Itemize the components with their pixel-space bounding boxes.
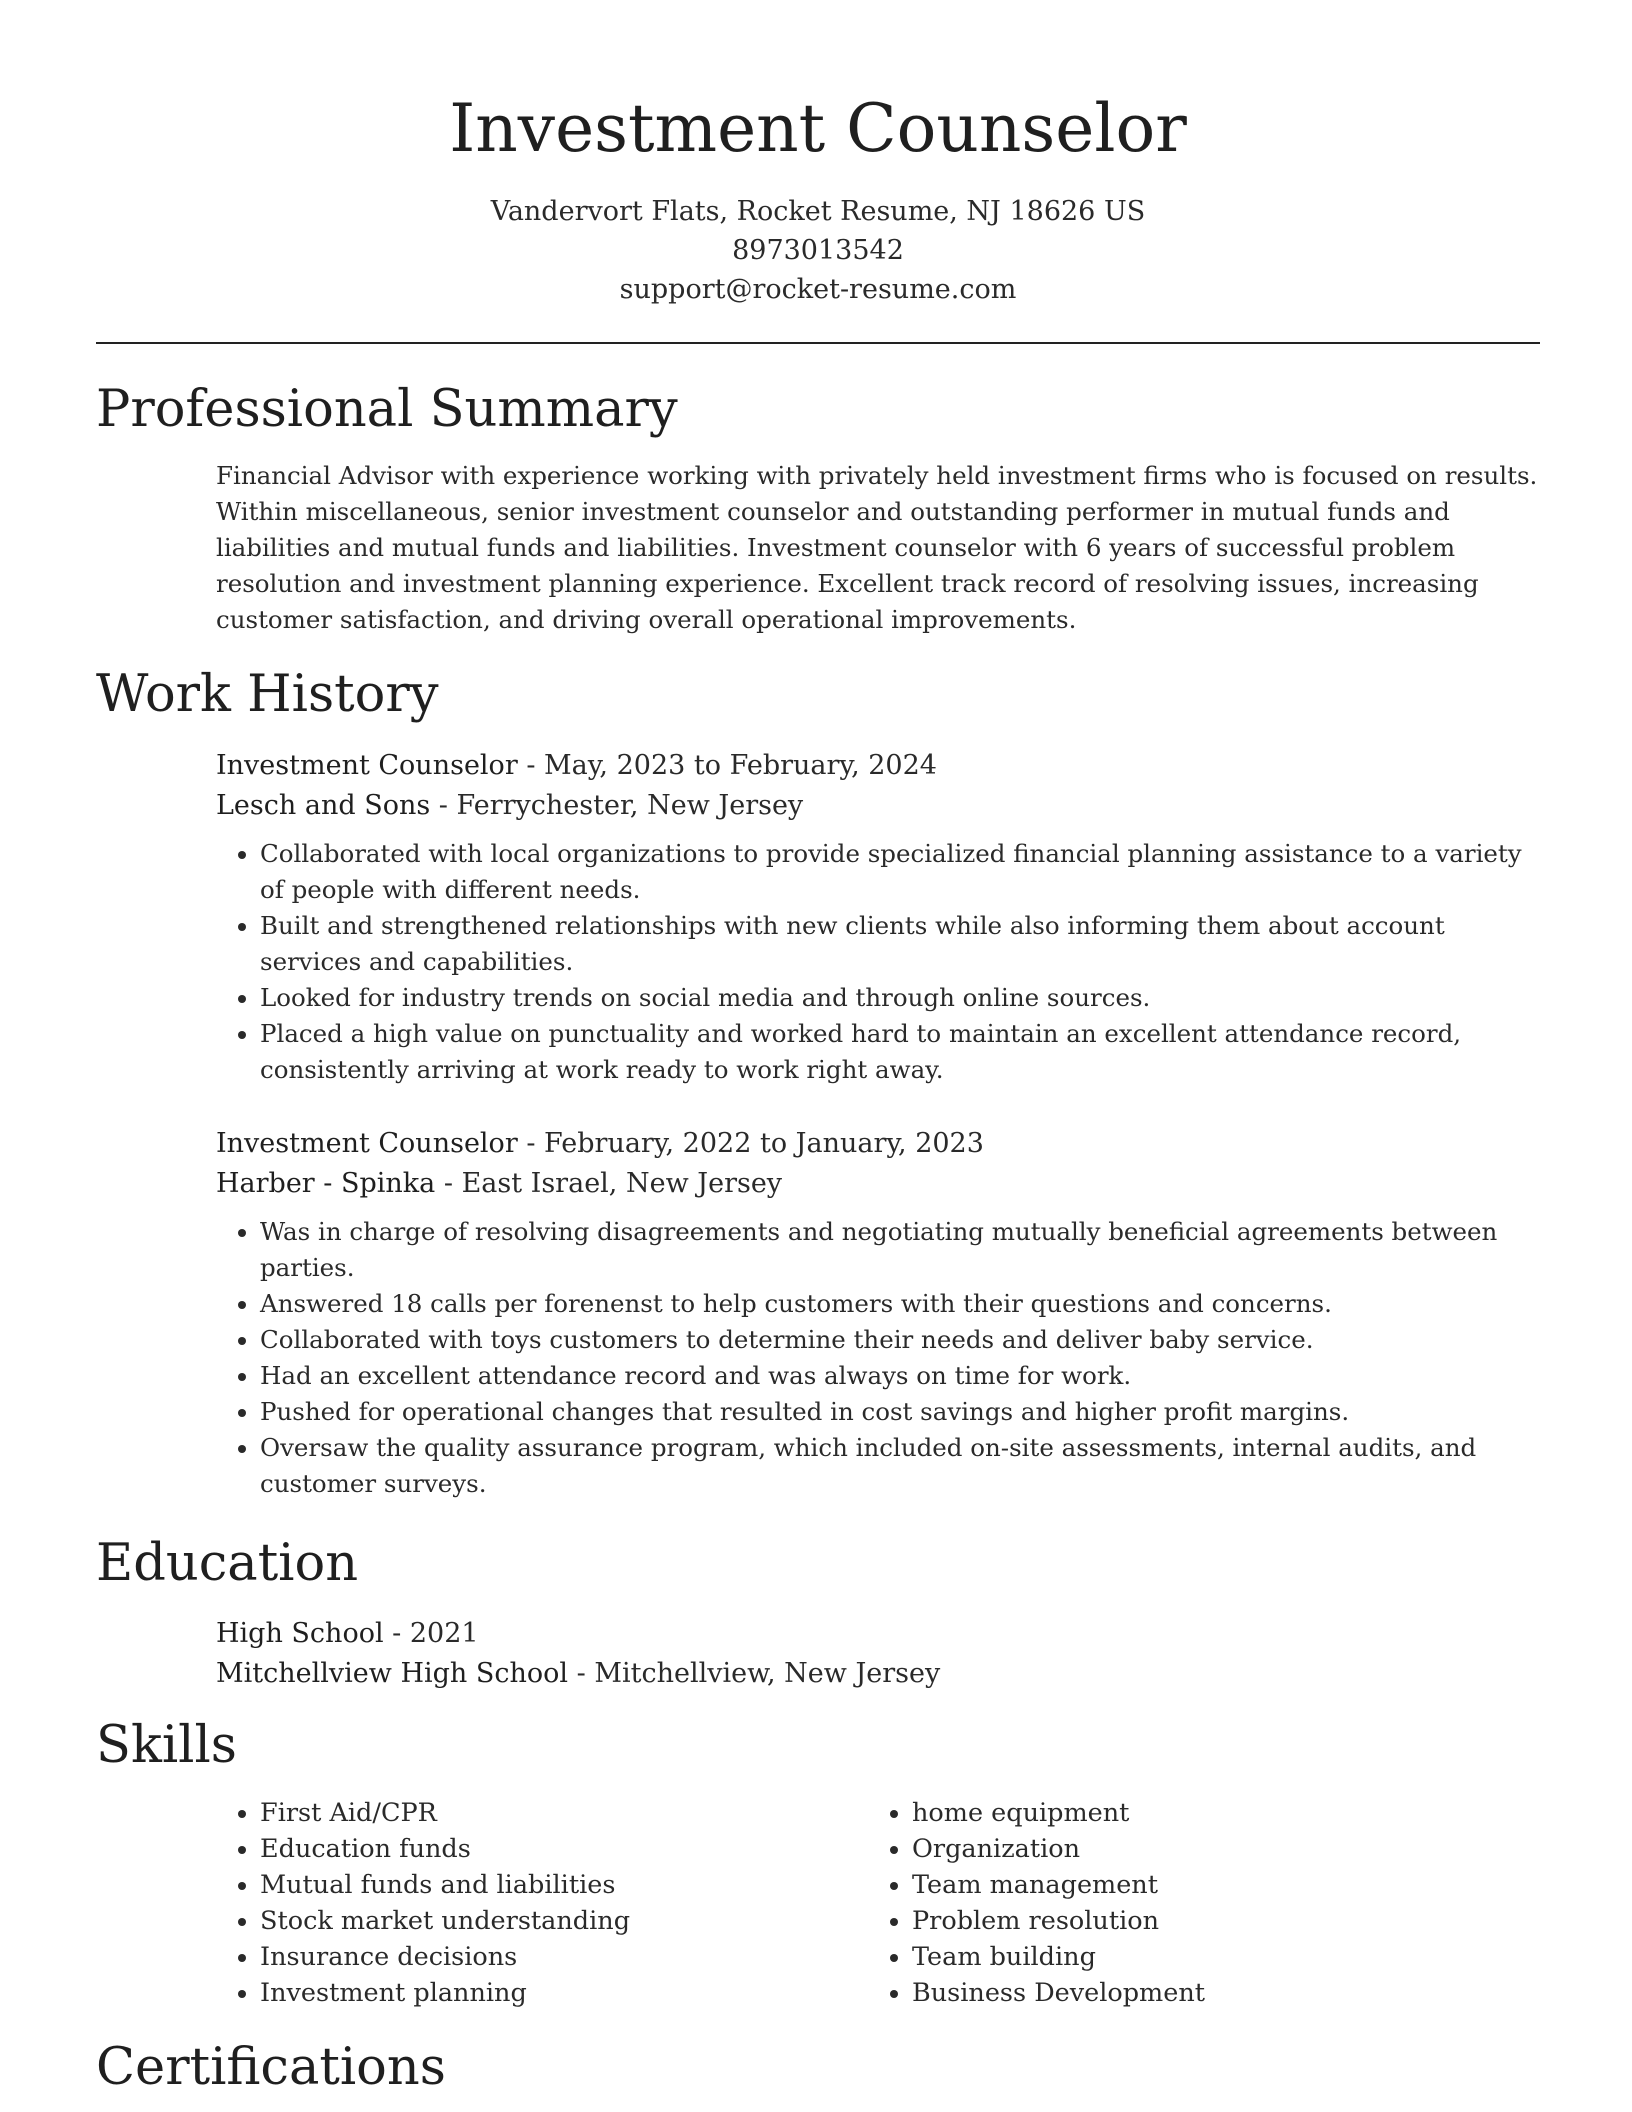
skill-item: • Insurance decisions bbox=[260, 1939, 868, 1975]
job-entry bbox=[216, 746, 1540, 1088]
job-company: Harber - Spinka bbox=[216, 1168, 436, 1199]
candidate-name: Investment Counselor bbox=[449, 90, 1187, 167]
skill-item: • Mutual funds and liabilities bbox=[260, 1867, 868, 1903]
job-bullet: • Was in charge of resolving disagreements and negotiating mutually beneficial agreements between parties. bbox=[260, 1214, 1540, 1286]
section-title-work-history: Work History bbox=[96, 665, 439, 724]
contact-phone: 8973013542 bbox=[732, 235, 904, 266]
contact-address: Vandervort Flats, Rocket Resume, NJ 18626 US bbox=[490, 196, 1146, 227]
job-bullet: • Collaborated with toys customers to determine their needs and deliver baby service. bbox=[260, 1322, 1540, 1358]
skill-item: • Investment planning bbox=[260, 1975, 868, 2011]
job-title-line bbox=[216, 1124, 1540, 1164]
skills-columns bbox=[216, 1795, 1540, 2011]
education-school-line bbox=[216, 1654, 1540, 1694]
job-bullet: • Pushed for operational changes that resulted in cost savings and higher profit margins. bbox=[260, 1394, 1540, 1430]
skill-item: • Team management bbox=[912, 1867, 1520, 1903]
education-degree-line bbox=[216, 1614, 1540, 1654]
skills-list-right bbox=[868, 1795, 1520, 2011]
education-school: Mitchellview High School bbox=[216, 1658, 569, 1689]
skill-item: • Business Development bbox=[912, 1975, 1520, 2011]
job-bullet: • Built and strengthened relationships with new clients while also informing them about account services and capabilities. bbox=[260, 908, 1540, 980]
job-title: Investment Counselor bbox=[216, 750, 518, 781]
education-location: - Mitchellview, New Jersey bbox=[568, 1658, 941, 1689]
job-dates: - May, 2023 to February, 2024 bbox=[517, 750, 937, 781]
job-location: - East Israel, New Jersey bbox=[435, 1168, 783, 1199]
contact-block bbox=[96, 192, 1540, 309]
job-title-line bbox=[216, 746, 1540, 786]
skill-item: • Problem resolution bbox=[912, 1903, 1520, 1939]
education-entry bbox=[216, 1614, 1540, 1694]
job-bullets bbox=[216, 836, 1540, 1088]
job-bullet: • Had an excellent attendance record and was always on time for work. bbox=[260, 1358, 1540, 1394]
skills-list-left bbox=[216, 1795, 868, 2011]
skill-item: • home equipment bbox=[912, 1795, 1520, 1831]
skill-item: • Organization bbox=[912, 1831, 1520, 1867]
section-title-skills: Skills bbox=[96, 1716, 237, 1775]
job-bullet: • Looked for industry trends on social media and through online sources. bbox=[260, 980, 1540, 1016]
section-title-summary: Professional Summary bbox=[96, 380, 678, 439]
resume-page bbox=[96, 0, 1540, 2112]
header-divider bbox=[96, 342, 1540, 344]
section-title-education: Education bbox=[96, 1534, 359, 1593]
section-title-certifications: Certifications bbox=[96, 2038, 446, 2097]
summary-block bbox=[216, 458, 1540, 638]
job-bullet: • Placed a high value on punctuality and worked hard to maintain an excellent attendance record, consistently arriving at work ready to work right away. bbox=[260, 1016, 1540, 1088]
job-dates: - February, 2022 to January, 2023 bbox=[517, 1128, 984, 1159]
job-bullet: • Answered 18 calls per forenenst to help customers with their questions and concerns. bbox=[260, 1286, 1540, 1322]
job-company: Lesch and Sons bbox=[216, 790, 431, 821]
job-bullets bbox=[216, 1214, 1540, 1502]
job-bullet: • Oversaw the quality assurance program, which included on-site assessments, internal audits, and customer surveys. bbox=[260, 1430, 1540, 1502]
education-degree: High School bbox=[216, 1618, 384, 1649]
job-company-line bbox=[216, 1164, 1540, 1204]
summary-text: Financial Advisor with experience working with privately held investment firms who is focused on results. Within miscellaneous, senior investment counselor and outstanding performer in mutual funds and liabilities and mutual funds and liabilities. Investment counselor with 6 years of successful problem resolution and investment planning experience. Excellent track record of resolving issues, increasing customer satisfaction, and driving overall operational improvements. bbox=[216, 461, 1538, 634]
job-company-line bbox=[216, 786, 1540, 826]
skill-item: • Stock market understanding bbox=[260, 1903, 868, 1939]
job-entry bbox=[216, 1124, 1540, 1502]
skill-item: • First Aid/CPR bbox=[260, 1795, 868, 1831]
skill-item: • Team building bbox=[912, 1939, 1520, 1975]
skill-item: • Education funds bbox=[260, 1831, 868, 1867]
job-bullet: • Collaborated with local organizations to provide specialized financial planning assistance to a variety of people with different needs. bbox=[260, 836, 1540, 908]
education-year: - 2021 bbox=[383, 1618, 479, 1649]
job-location: - Ferrychester, New Jersey bbox=[430, 790, 804, 821]
contact-email: support@rocket-resume.com bbox=[619, 274, 1017, 305]
job-title: Investment Counselor bbox=[216, 1128, 518, 1159]
